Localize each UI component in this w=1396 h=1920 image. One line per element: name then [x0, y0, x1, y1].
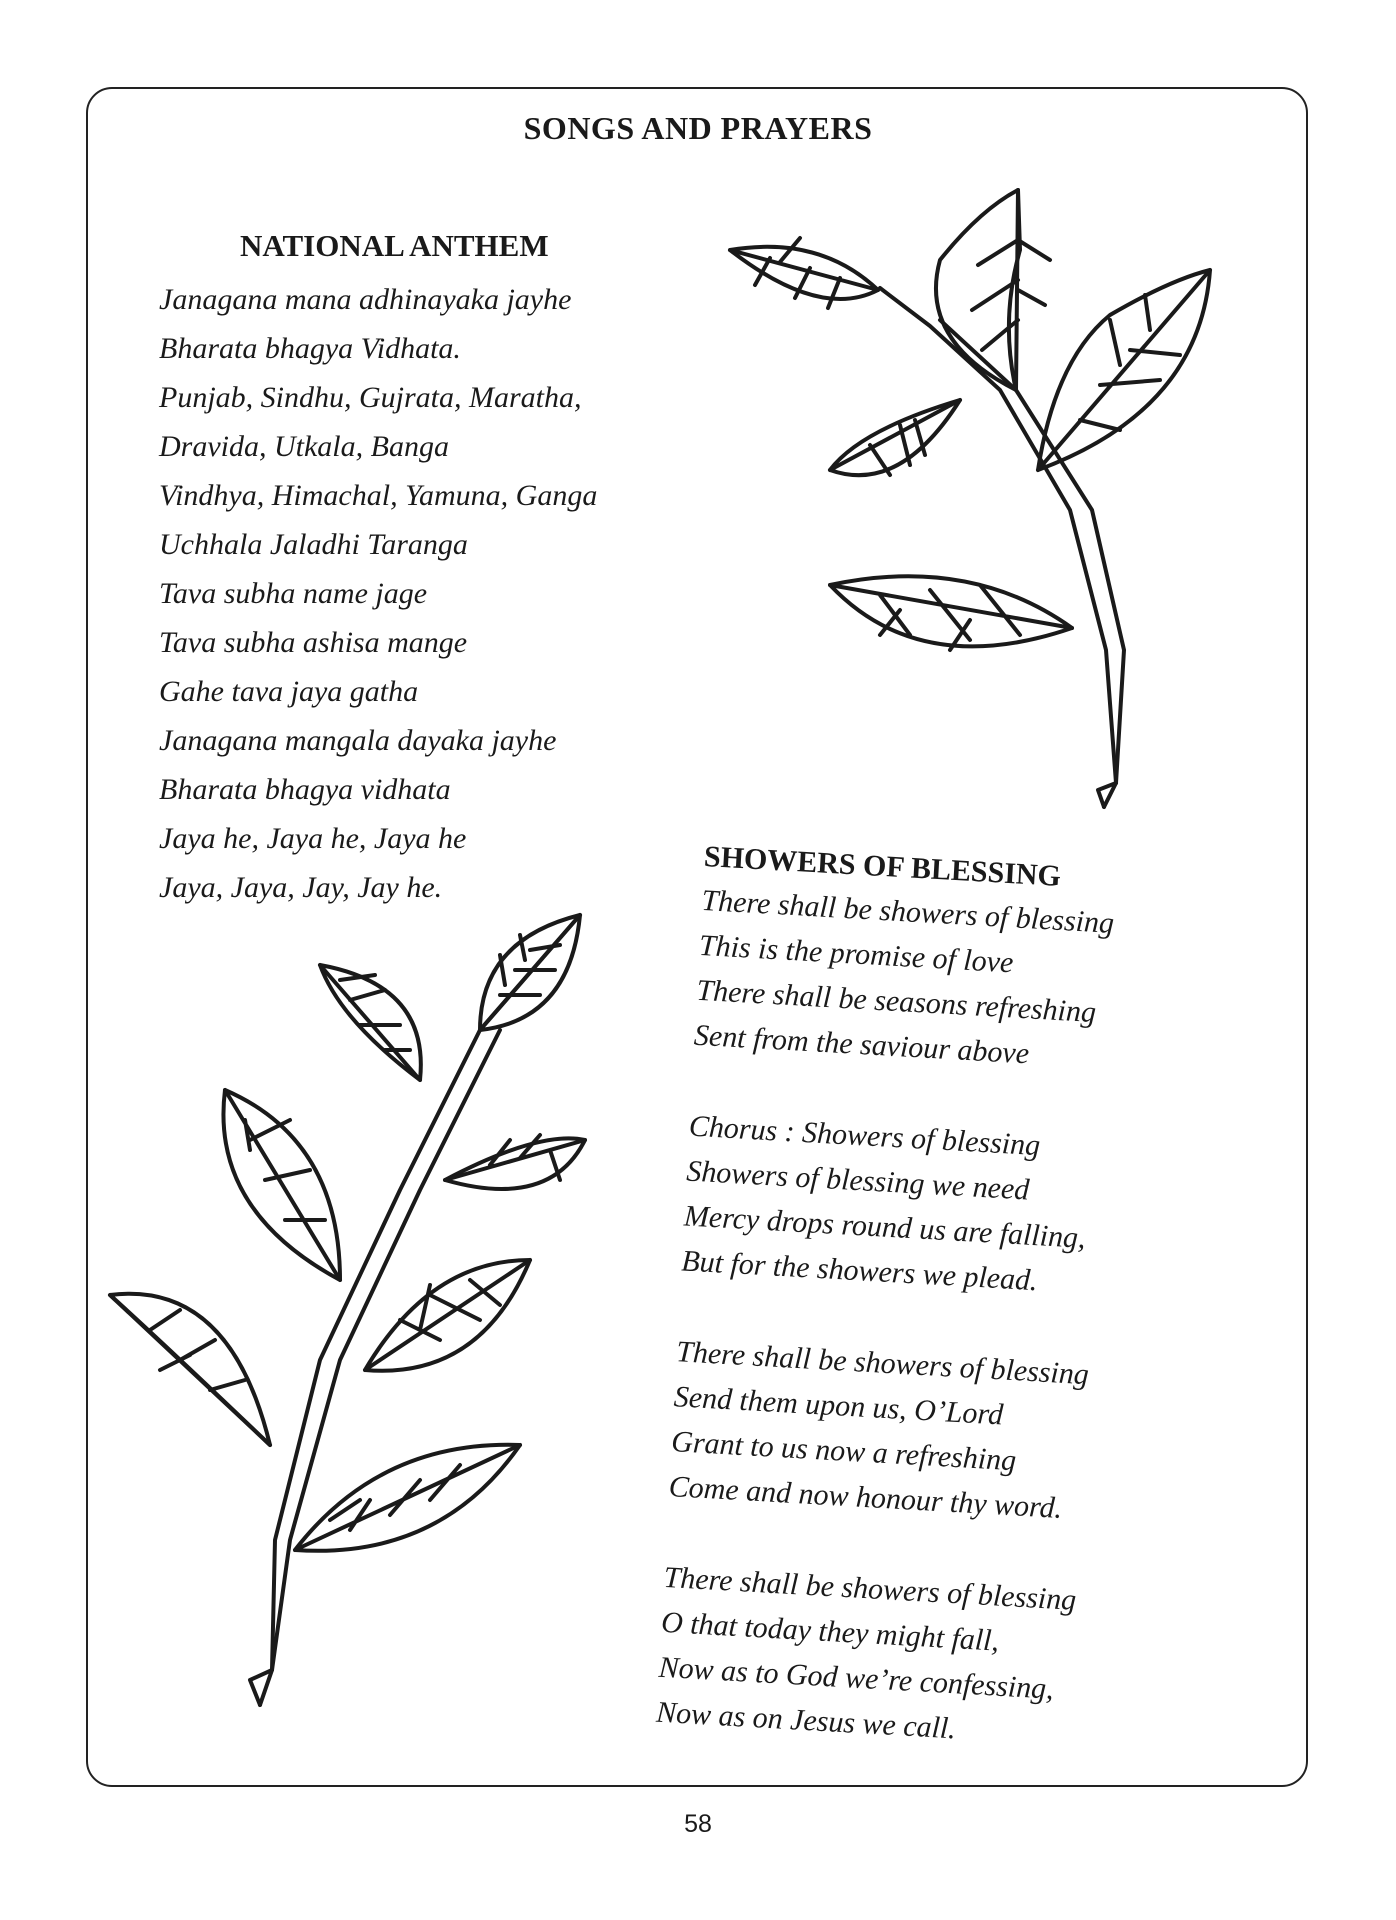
anthem-line: Punjab, Sindhu, Gujrata, Maratha, [159, 381, 582, 414]
hymn-line: There shall be showers of blessing [675, 1335, 1090, 1392]
anthem-line: Janagana mana adhinayaka jayhe [159, 283, 572, 316]
anthem-line: Tava subha ashisa mange [159, 626, 468, 659]
anthem-line: Bharata bhagya vidhata [159, 773, 451, 806]
anthem-line: Tava subha name jage [159, 577, 428, 610]
anthem-lyrics [159, 282, 679, 919]
hymn-stanza [655, 1555, 1144, 1762]
hymn-stanza [668, 1329, 1157, 1536]
hymn-line: Mercy drops round us are falling, [683, 1199, 1087, 1255]
anthem-title: NATIONAL ANTHEM [240, 228, 549, 263]
hymn-line: O that today they might fall, [660, 1605, 1000, 1658]
anthem-line: Jaya he, Jaya he, Jaya he [159, 822, 467, 855]
hymn-line: There shall be showers of blessing [700, 883, 1115, 940]
page-title: SONGS AND PRAYERS [523, 110, 873, 146]
hymn-line: Now as to God we’re confessing, [657, 1650, 1055, 1706]
anthem-line: Jaya, Jaya, Jay, Jay he. [159, 871, 443, 904]
hymn-line: This is the promise of love [698, 928, 1015, 980]
anthem-line: Uchhala Jaladhi Taranga [159, 528, 468, 561]
anthem-line: Dravida, Utkala, Banga [159, 430, 449, 463]
hymn-stanza [693, 878, 1182, 1085]
hymn-showers-of-blessing [655, 840, 1184, 1761]
hymn-line: Now as on Jesus we call. [655, 1695, 957, 1746]
anthem-line: Gahe tava jaya gatha [159, 675, 419, 708]
hymn-line: Grant to us now a refreshing [670, 1425, 1018, 1478]
hymn-line: There shall be showers of blessing [662, 1560, 1078, 1617]
hymn-line: There shall be seasons refreshing [695, 973, 1097, 1030]
anthem-line: Janagana mangala dayaka jayhe [159, 724, 557, 757]
hymn-stanzas [655, 878, 1182, 1761]
anthem-line: Bharata bhagya Vidhata. [159, 332, 461, 365]
anthem-line: Vindhya, Himachal, Yamuna, Ganga [159, 479, 598, 512]
hymn-line: Sent from the saviour above [693, 1018, 1030, 1071]
hymn-line: Send them upon us, O’Lord [672, 1380, 1005, 1432]
hymn-line: But for the showers we plead. [680, 1244, 1039, 1298]
leafy-branch-icon [100, 900, 600, 1720]
hymn-line: Showers of blessing we need [685, 1154, 1031, 1207]
hymn-stanza [680, 1104, 1169, 1311]
page-number: 58 [684, 1810, 712, 1838]
hymn-title: SHOWERS OF BLESSING [703, 840, 1062, 893]
hymn-line: Chorus : Showers of blessing [688, 1109, 1042, 1163]
leafy-branch-icon [700, 180, 1220, 820]
hymn-line: Come and now honour thy word. [667, 1470, 1064, 1525]
